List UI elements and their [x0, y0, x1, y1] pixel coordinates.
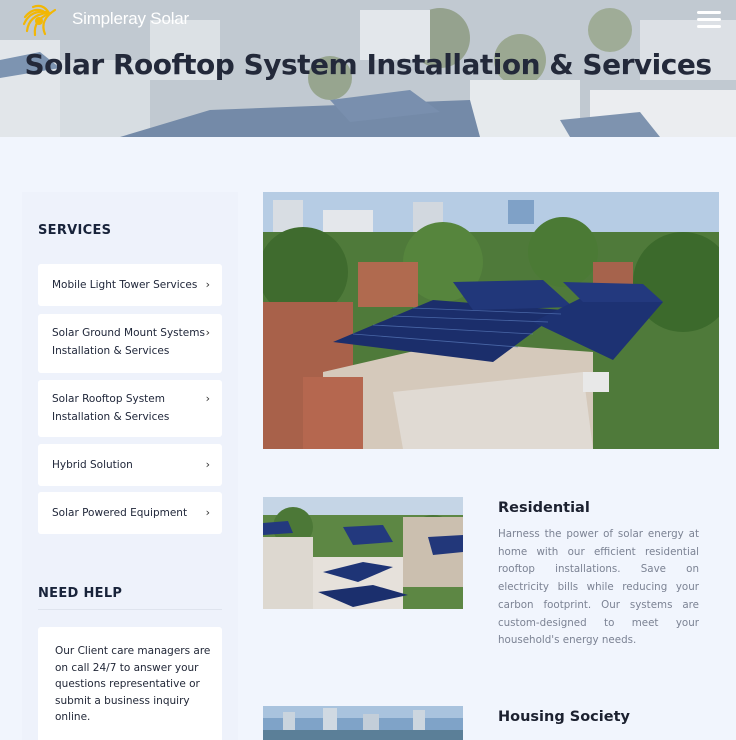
sidebar-item-mobile-light-tower[interactable] — [38, 264, 222, 306]
hero-banner — [0, 0, 736, 137]
services-heading: SERVICES — [38, 223, 112, 238]
help-text — [55, 643, 211, 726]
hamburger-icon[interactable] — [697, 11, 721, 31]
chevron-right-icon: › — [205, 506, 210, 519]
help-text-line: questions representative or — [55, 678, 200, 690]
help-text-line: submit a business inquiry — [55, 694, 190, 707]
housing-society-photo — [263, 706, 463, 740]
chevron-right-icon: › — [205, 458, 210, 471]
need-help-heading: NEED HELP — [38, 586, 123, 601]
residential-photo — [263, 497, 463, 609]
sidebar-item-label: Mobile Light Tower Services — [52, 279, 198, 291]
text-line: home with our efficient residential — [498, 545, 699, 558]
sidebar — [22, 192, 238, 740]
chevron-right-icon: › — [205, 326, 210, 339]
sidebar-item-label: Solar Powered Equipment — [52, 507, 188, 519]
page-title: Solar Rooftop System Installation & Services — [24, 48, 712, 81]
text-line: Harness the power of solar energy at — [498, 528, 699, 540]
help-card — [38, 627, 222, 740]
text-line: household's energy needs. — [498, 634, 637, 647]
help-text-line: Our Client care managers are — [55, 645, 211, 657]
sidebar-item-ground-mount[interactable] — [38, 314, 222, 373]
chevron-right-icon: › — [205, 278, 210, 291]
text-line: custom-designed to meet your — [498, 616, 699, 629]
sidebar-item-label-line1: Solar Ground Mount Systems — [52, 327, 205, 339]
sidebar-item-label-line2: Installation & Services — [52, 345, 170, 357]
help-text-line: on call 24/7 to answer your — [55, 661, 199, 674]
chevron-right-icon: › — [205, 392, 210, 405]
section-title-housing-society: Housing Society — [498, 709, 630, 725]
text-line: rooftop installations. Save on — [498, 563, 699, 576]
section-title-residential: Residential — [498, 500, 590, 516]
sun-logo-icon[interactable] — [18, 0, 60, 42]
sidebar-item-hybrid[interactable] — [38, 444, 222, 486]
sidebar-item-label: Hybrid Solution — [52, 459, 133, 471]
rooftop-solar-photo — [263, 192, 719, 449]
brand-name[interactable]: Simpleray Solar — [72, 9, 189, 28]
help-text-line: online. — [55, 711, 91, 723]
sidebar-item-powered-equipment[interactable] — [38, 492, 222, 534]
text-line: carbon footprint. Our systems are — [498, 598, 699, 611]
text-line: electricity bills while reducing your — [498, 581, 699, 594]
sidebar-item-label-line1: Solar Rooftop System — [52, 393, 165, 405]
sidebar-item-label-line2: Installation & Services — [52, 411, 170, 423]
section-text-residential — [498, 526, 699, 650]
sidebar-item-rooftop[interactable] — [38, 380, 222, 437]
divider — [38, 609, 222, 610]
